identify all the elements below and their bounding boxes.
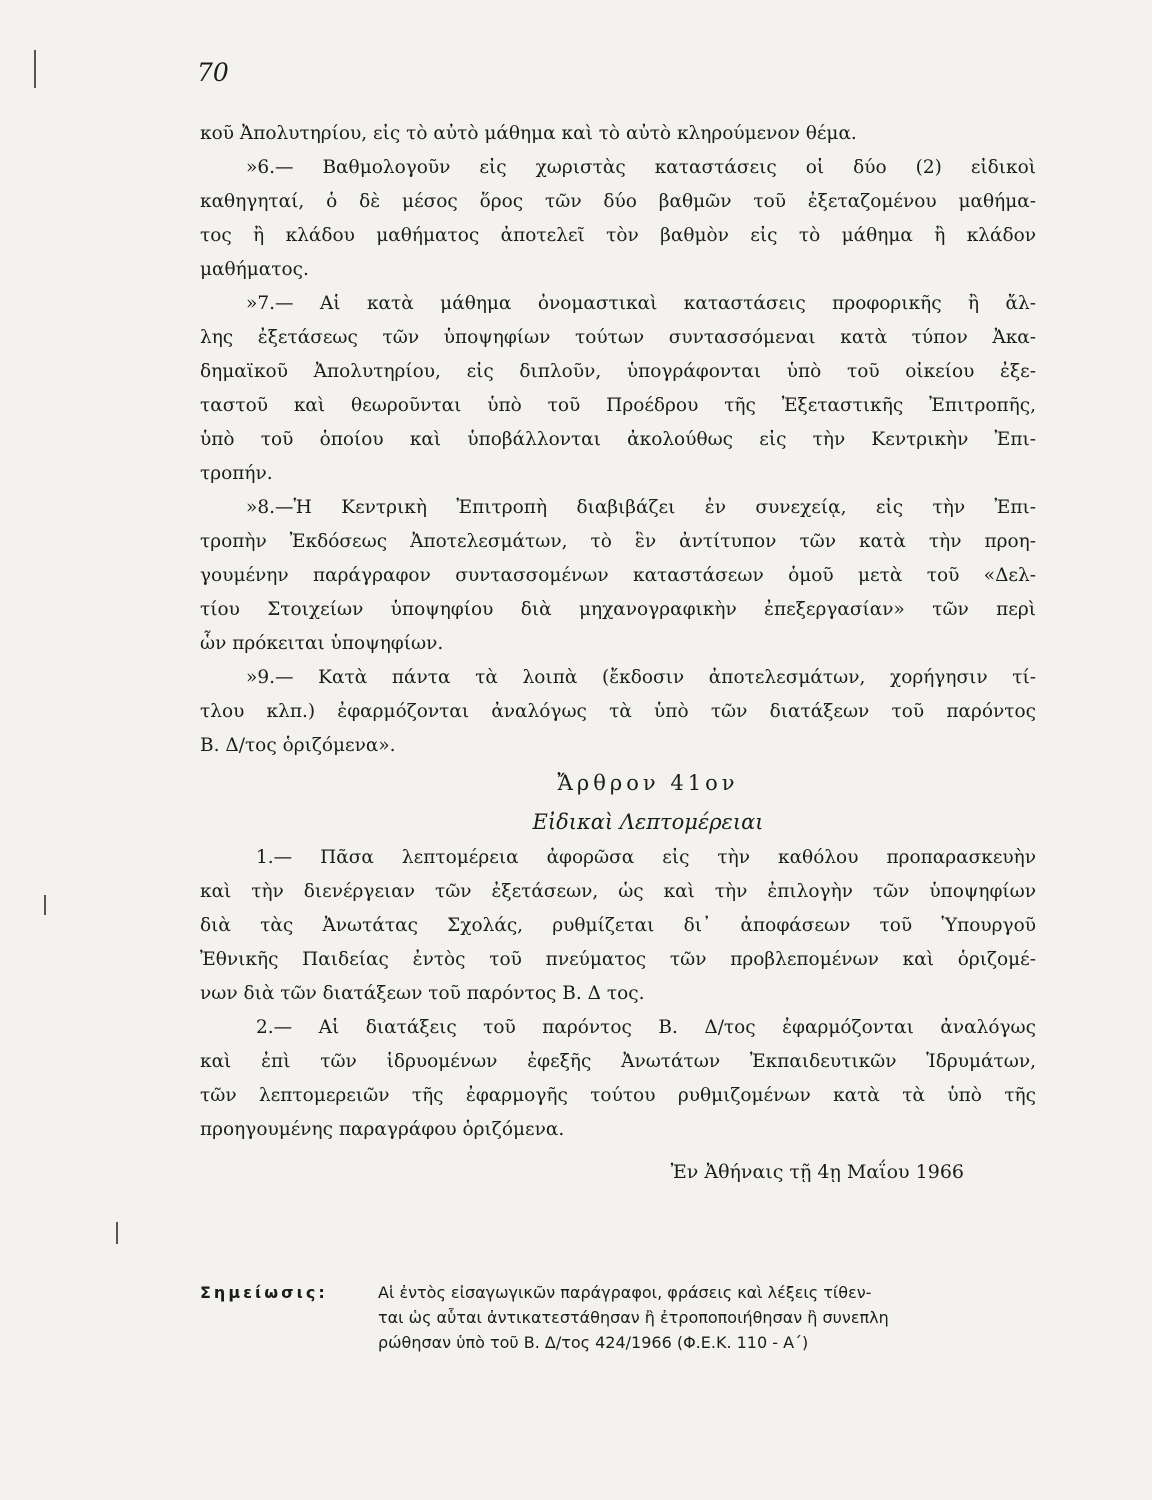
article-line: Ἐθνικῆς Παιδείας ἐντὸς τοῦ πνεύματος τῶν προβλεπομένων καὶ ὁριζομέ- [200,949,1036,970]
article-line: 1.— Πᾶσα λεπτομέρεια ἀφορῶσα εἰς τὴν καθόλου προπαρασκευὴν [256,847,1036,868]
text-line: τος ἢ κλάδου μαθήματος ἀποτελεῖ τὸν βαθμὸν εἰς τὸ μάθημα ἢ κλάδον [200,225,1036,246]
text-line: κοῦ Ἀπολυτηρίου, εἰς τὸ αὐτὸ μάθημα καὶ τὸ αὐτὸ κληρούμενον θέμα. [200,123,857,144]
article-line: προηγουμένης παραγράφου ὁριζόμενα. [200,1119,565,1140]
footnote-line: Αἱ ἐντὸς εἰσαγωγικῶν παράγραφοι, φράσεις καὶ λέξεις τίθεν- [378,1283,872,1302]
article-heading: Ἄρθρον 41ον [557,771,739,795]
margin-scratch [116,1222,118,1244]
margin-scratch [34,50,36,88]
footnote [200,1280,1036,1355]
text-line: Β. Δ/τος ὁριζόμενα». [200,735,396,756]
text-line: καθηγηταί, ὁ δὲ μέσος ὅρος τῶν δύο βαθμῶν τοῦ ἐξεταζομένου μαθήμα- [200,191,1036,212]
text-line: τλου κλπ.) ἐφαρμόζονται ἀναλόγως τὰ ὑπὸ τῶν διατάξεων τοῦ παρόντος [200,701,1036,722]
text-line: λης ἐξετάσεως τῶν ὑποψηφίων τούτων συντασσόμεναι κατὰ τύπον Ἀκα- [200,327,1036,348]
text-line: μαθήματος. [200,259,309,280]
footnote-line: ται ὡς αὗται ἀντικατεστάθησαν ἢ ἐτροποποιήθησαν ἢ συνεπλη [378,1308,889,1327]
margin-scratch [44,895,46,915]
date-line: Ἐν Ἀθήναις τῇ 4ῃ Μαΐου 1966 [670,1161,964,1183]
text-line: τίου Στοιχείων ὑποψηφίου διὰ μηχανογραφικὴν ἐπεξεργασίαν» τῶν περὶ [200,599,1036,620]
footnote-label: Σημείωσις: [200,1283,328,1302]
text-line: τροπὴν Ἐκδόσεως Ἀποτελεσμάτων, τὸ ἓν ἀντίτυπον τῶν κατὰ τὴν προη- [200,531,1036,552]
article-line: 2.— Αἱ διατάξεις τοῦ παρόντος Β. Δ/τος ἐφαρμόζονται ἀναλόγως [256,1017,1036,1038]
article-line: καὶ ἐπὶ τῶν ἱδρυομένων ἐφεξῆς Ἀνωτάτων Ἐκπαιδευτικῶν Ἱδρυμάτων, [200,1051,1036,1072]
footnote-line: ρώθησαν ὑπὸ τοῦ Β. Δ/τος 424/1966 (Φ.Ε.Κ. 110 - Α΄) [378,1333,809,1352]
text-line: ὧν πρόκειται ὑποψηφίων. [200,633,444,654]
text-line: ταστοῦ καὶ θεωροῦνται ὑπὸ τοῦ Προέδρου τῆς Ἐξεταστικῆς Ἐπιτροπῆς, [200,395,1036,416]
text-line: »8.—Ἡ Κεντρικὴ Ἐπιτροπὴ διαβιβάζει ἐν συνεχείᾳ, εἰς τὴν Ἐπι- [246,497,1036,518]
text-line: τροπήν. [200,463,273,484]
page-body [200,117,1036,1191]
text-line: ὑπὸ τοῦ ὁποίου καὶ ὑποβάλλονται ἀκολούθως εἰς τὴν Κεντρικὴν Ἐπι- [200,429,1036,450]
article-line: διὰ τὰς Ἀνωτάτας Σχολάς, ρυθμίζεται δι᾽ ἀποφάσεων τοῦ Ὑπουργοῦ [200,915,1036,936]
text-line: »6.— Βαθμολογοῦν εἰς χωριστὰς καταστάσεις οἱ δύο (2) εἰδικοὶ [246,157,1036,178]
text-line: »9.— Κατὰ πάντα τὰ λοιπὰ (ἔκδοσιν ἀποτελεσμάτων, χορήγησιν τί- [246,667,1036,688]
footnote-text [378,1280,1036,1355]
article-line: τῶν λεπτομερειῶν τῆς ἐφαρμογῆς τούτου ρυθμιζομένων κατὰ τὰ ὑπὸ τῆς [200,1085,1036,1106]
article-line: νων διὰ τῶν διατάξεων τοῦ παρόντος Β. Δ τος. [200,983,645,1004]
article-subheading: Εἰδικαὶ Λεπτομέρειαι [532,810,764,834]
page-number: 70 [197,58,229,87]
article-line: καὶ τὴν διενέργειαν τῶν ἐξετάσεων, ὡς καὶ τὴν ἐπιλογὴν τῶν ὑποψηφίων [200,881,1036,902]
text-line: γουμένην παράγραφον συντασσομένων καταστάσεων ὁμοῦ μετὰ τοῦ «Δελ- [200,565,1036,586]
text-line: »7.— Αἱ κατὰ μάθημα ὀνομαστικαὶ καταστάσεις προφορικῆς ἢ ἄλ- [246,293,1036,314]
text-line: δημαϊκοῦ Ἀπολυτηρίου, εἰς διπλοῦν, ὑπογράφονται ὑπὸ τοῦ οἰκείου ἐξε- [200,361,1036,382]
